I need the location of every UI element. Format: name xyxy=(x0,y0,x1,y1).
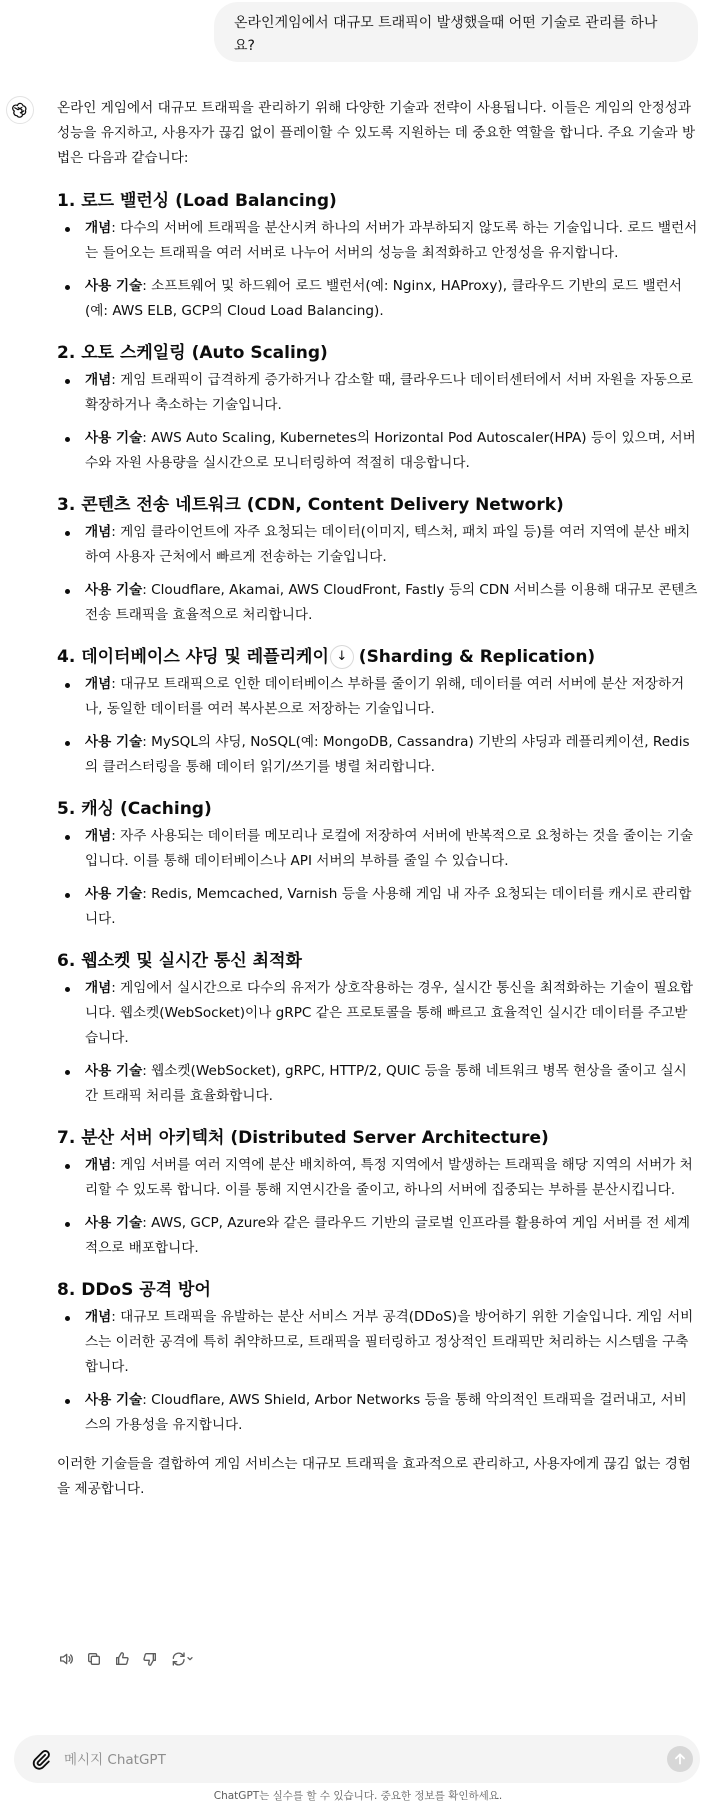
bullet-technology xyxy=(57,882,699,932)
bullet-technology xyxy=(57,578,699,628)
bullet-technology xyxy=(57,1388,699,1438)
tech-text: : Cloudflare, Akamai, AWS CloudFront, Fastly 등의 CDN 서비스를 이용해 대규모 콘텐츠 전송 트래픽을 효율적으로 처리합니다. xyxy=(85,582,698,623)
tech-label: 사용 기술 xyxy=(85,886,143,902)
section-cdn xyxy=(57,490,699,628)
section-heading: 2. 오토 스케일링 (Auto Scaling) xyxy=(57,343,328,363)
copy-icon[interactable] xyxy=(85,1650,103,1668)
bullet-concept xyxy=(57,368,699,418)
section-heading-text: 4. 데이터베이스 샤딩 및 레플리케이 xyxy=(57,647,329,667)
section-heading-tail: (Sharding & Replication) xyxy=(352,647,596,667)
tech-text: : 웹소켓(WebSocket), gRPC, HTTP/2, QUIC 등을 통해 네트워크 병목 현상을 줄이고 실시간 트래픽 처리를 효율화합니다. xyxy=(85,1063,687,1104)
scroll-to-bottom-button[interactable]: ↓ xyxy=(331,646,353,668)
tech-label: 사용 기술 xyxy=(85,1063,143,1079)
concept-label: 개념 xyxy=(85,1157,112,1173)
message-input[interactable] xyxy=(62,1747,626,1773)
answer-intro: 온라인 게임에서 대규모 트래픽을 관리하기 위해 다양한 기술과 전략이 사용됩니다. 이들은 게임의 안정성과 성능을 유지하고, 사용자가 끊김 없이 플레이할 수 있도록 지원하는 데 중요한 역할을 합니다. 주요 기술과 방법은 다음과 같습니다: xyxy=(57,100,696,166)
section-caching xyxy=(57,794,699,932)
bullet-concept xyxy=(57,672,699,722)
bullet-technology xyxy=(57,1059,699,1109)
assistant-avatar xyxy=(6,96,34,124)
tech-text: : Cloudflare, AWS Shield, Arbor Networks 등을 통해 악의적인 트래픽을 걸러내고, 서비스의 가용성을 유지합니다. xyxy=(85,1392,687,1433)
section-websocket xyxy=(57,946,699,1109)
footer-disclaimer: ChatGPT는 실수를 할 수 있습니다. 중요한 정보를 확인하세요. xyxy=(213,1790,503,1802)
section-heading: 7. 분산 서버 아키텍처 (Distributed Server Architecture) xyxy=(57,1128,549,1148)
bullet-concept xyxy=(57,824,699,874)
answer-closing: 이러한 기술들을 결합하여 게임 서비스는 대규모 트래픽을 효과적으로 관리하고, 사용자에게 끊김 없는 경험을 제공합니다. xyxy=(57,1456,691,1497)
section-heading: 5. 캐싱 (Caching) xyxy=(57,799,212,819)
concept-text: : 대규모 트래픽을 유발하는 분산 서비스 거부 공격(DDoS)을 방어하기 위한 기술입니다. 게임 서비스는 이러한 공격에 특히 취약하므로, 트래픽을 필터링하고 정상적인 트래픽만 처리하는 시스템을 구축합니다. xyxy=(85,1309,694,1375)
section-auto-scaling xyxy=(57,338,699,476)
concept-label: 개념 xyxy=(85,372,112,388)
tech-label: 사용 기술 xyxy=(85,430,143,446)
section-distributed-architecture xyxy=(57,1123,699,1261)
bullet-technology xyxy=(57,426,699,476)
speaker-icon[interactable] xyxy=(57,1650,75,1668)
section-heading: 8. DDoS 공격 방어 xyxy=(57,1280,211,1300)
concept-text: : 자주 사용되는 데이터를 메모리나 로컬에 저장하여 서버에 반복적으로 요청하는 것을 줄이는 기술입니다. 이를 통해 데이터베이스나 API 서버의 부하를 줄일 수 있습니다. xyxy=(85,828,693,869)
tech-label: 사용 기술 xyxy=(85,278,143,294)
section-load-balancing xyxy=(57,186,699,324)
section-heading: 6. 웹소켓 및 실시간 통신 최적화 xyxy=(57,951,302,971)
section-bullets xyxy=(57,1153,699,1261)
tech-label: 사용 기술 xyxy=(85,734,143,750)
section-bullets xyxy=(57,216,699,324)
user-message-bubble xyxy=(214,2,698,62)
regenerate-icon[interactable] xyxy=(169,1650,195,1668)
concept-label: 개념 xyxy=(85,980,112,996)
section-bullets xyxy=(57,368,699,476)
concept-text: : 게임 서버를 여러 지역에 분산 배치하여, 특정 지역에서 발생하는 트래픽을 해당 지역의 서버가 처리할 수 있도록 합니다. 이를 통해 지연시간을 줄이고, 하나의 서버에 집중되는 부하를 분산시킵니다. xyxy=(85,1157,693,1198)
bullet-concept xyxy=(57,976,699,1051)
bullet-concept xyxy=(57,216,699,266)
message-composer xyxy=(14,1735,700,1783)
bullet-technology xyxy=(57,1211,699,1261)
section-bullets xyxy=(57,672,699,780)
message-actions xyxy=(57,1648,195,1670)
section-ddos xyxy=(57,1275,699,1438)
tech-text: : 소프트웨어 및 하드웨어 로드 밸런서(예: Nginx, HAProxy), 클라우드 기반의 로드 밸런서(예: AWS ELB, GCP의 Cloud Load Balancing). xyxy=(85,278,682,319)
section-heading xyxy=(57,642,699,672)
concept-label: 개념 xyxy=(85,676,112,692)
concept-text: : 게임에서 실시간으로 다수의 유저가 상호작용하는 경우, 실시간 통신을 최적화하는 기술이 필요합니다. 웹소켓(WebSocket)이나 gRPC 같은 프로토콜을 통해 빠르고 효율적인 실시간 데이터를 주고받습니다. xyxy=(85,980,693,1046)
bullet-concept xyxy=(57,1305,699,1380)
section-bullets xyxy=(57,1305,699,1438)
thumbs-up-icon[interactable] xyxy=(113,1650,131,1668)
section-bullets xyxy=(57,976,699,1109)
assistant-message xyxy=(57,96,699,1502)
bullet-technology xyxy=(57,730,699,780)
concept-text: : 게임 클라이언트에 자주 요청되는 데이터(이미지, 텍스처, 패치 파일 등)를 여러 지역에 분산 배치하여 사용자 근처에서 빠르게 전송하는 기술입니다. xyxy=(85,524,691,565)
attach-icon[interactable] xyxy=(30,1748,52,1770)
concept-label: 개념 xyxy=(85,220,112,236)
concept-text: : 대규모 트래픽으로 인한 데이터베이스 부하를 줄이기 위해, 데이터를 여러 서버에 분산 저장하거나, 동일한 데이터를 여러 복사본으로 저장하는 기술입니다. xyxy=(85,676,685,717)
section-heading: 3. 콘텐츠 전송 네트워크 (CDN, Content Delivery Network) xyxy=(57,495,564,515)
send-button[interactable] xyxy=(667,1746,693,1772)
concept-text: : 게임 트래픽이 급격하게 증가하거나 감소할 때, 클라우드나 데이터센터에서 서버 자원을 자동으로 확장하거나 축소하는 기술입니다. xyxy=(85,372,693,413)
user-message-text: 온라인게임에서 대규모 트래픽이 발생했을때 어떤 기술로 관리를 하나요? xyxy=(234,15,658,54)
bullet-concept xyxy=(57,1153,699,1203)
tech-text: : MySQL의 샤딩, NoSQL(예: MongoDB, Cassandra) 기반의 샤딩과 레플리케이션, Redis의 클러스터링을 통해 데이터 읽기/쓰기를 병렬 처리합니다. xyxy=(85,734,690,775)
tech-text: : Redis, Memcached, Varnish 등을 사용해 게임 내 자주 요청되는 데이터를 캐시로 관리합니다. xyxy=(85,886,692,927)
tech-text: : AWS, GCP, Azure와 같은 클라우드 기반의 글로벌 인프라를 활용하여 게임 서버를 전 세계적으로 배포합니다. xyxy=(85,1215,691,1256)
section-heading: 1. 로드 밸런싱 (Load Balancing) xyxy=(57,191,337,211)
tech-label: 사용 기술 xyxy=(85,1392,143,1408)
bullet-technology xyxy=(57,274,699,324)
bullet-concept xyxy=(57,520,699,570)
section-sharding-replication xyxy=(57,642,699,780)
section-bullets xyxy=(57,520,699,628)
concept-label: 개념 xyxy=(85,1309,112,1325)
concept-text: : 다수의 서버에 트래픽을 분산시켜 하나의 서버가 과부하되지 않도록 하는 기술입니다. 로드 밸런서는 들어오는 트래픽을 여러 서버로 나누어 서버의 성능을 최적화하고 안정성을 유지합니다. xyxy=(85,220,698,261)
tech-label: 사용 기술 xyxy=(85,1215,143,1231)
concept-label: 개념 xyxy=(85,828,112,844)
thumbs-down-icon[interactable] xyxy=(141,1650,159,1668)
openai-logo-icon xyxy=(11,101,29,119)
tech-label: 사용 기술 xyxy=(85,582,143,598)
arrow-up-icon xyxy=(673,1752,687,1766)
section-bullets xyxy=(57,824,699,932)
concept-label: 개념 xyxy=(85,524,112,540)
tech-text: : AWS Auto Scaling, Kubernetes의 Horizontal Pod Autoscaler(HPA) 등이 있으며, 서버 수와 자원 사용량을 실시간으로 모니터링하여 적절히 대응합니다. xyxy=(85,430,696,471)
